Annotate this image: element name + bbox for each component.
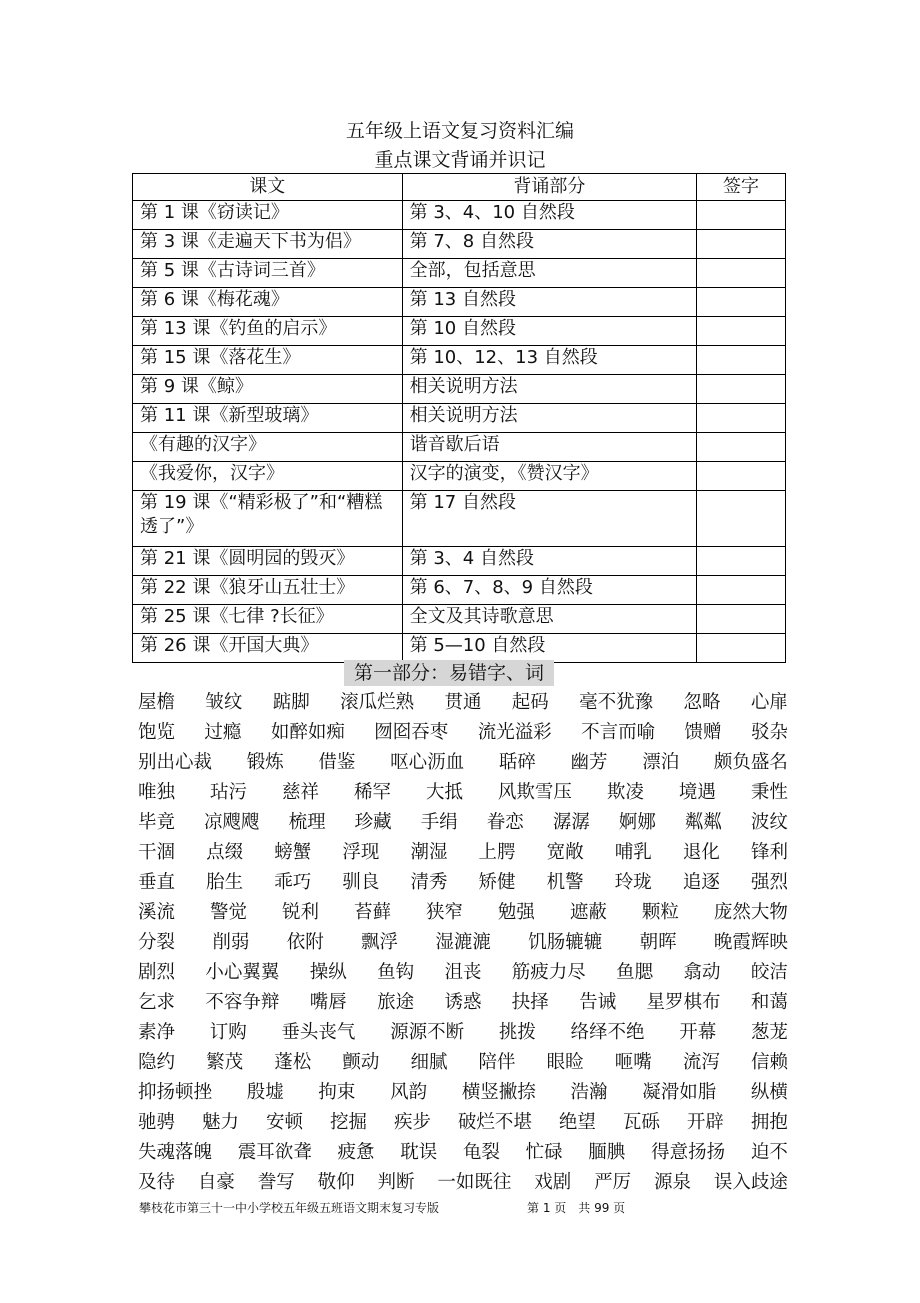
word-item: 誊写 <box>257 1172 295 1193</box>
signature-cell <box>697 605 786 634</box>
word-item: 络绎不绝 <box>570 1022 645 1043</box>
word-item: 饥肠辘辘 <box>528 932 603 953</box>
word-item: 玷污 <box>209 782 247 803</box>
word-item: 遮蔽 <box>569 902 607 923</box>
word-item: 锐利 <box>281 902 319 923</box>
word-item: 稀罕 <box>353 782 391 803</box>
word-item: 粼粼 <box>684 812 722 833</box>
lesson-cell: 第 6 课《梅花魂》 <box>133 288 403 317</box>
word-item: 秉性 <box>750 782 788 803</box>
word-item: 咂嘴 <box>614 1052 652 1073</box>
word-item: 横竖撇捺 <box>461 1082 536 1103</box>
word-item: 及待 <box>138 1172 176 1193</box>
word-line <box>138 1138 788 1168</box>
word-item: 殷墟 <box>246 1082 284 1103</box>
word-item: 龟裂 <box>462 1142 500 1163</box>
table-row <box>133 317 786 346</box>
word-item: 陪伴 <box>478 1052 516 1073</box>
word-line <box>138 958 788 988</box>
word-line <box>138 928 788 958</box>
recite-cell: 第 10 自然段 <box>402 317 696 346</box>
signature-cell <box>697 288 786 317</box>
word-item: 震耳欲聋 <box>237 1142 312 1163</box>
signature-cell <box>697 462 786 491</box>
word-item: 订购 <box>209 1022 247 1043</box>
word-item: 潺潺 <box>552 812 590 833</box>
recite-cell: 相关说明方法 <box>402 375 696 404</box>
signature-cell <box>697 317 786 346</box>
recite-cell: 第 6、7、8、9 自然段 <box>402 576 696 605</box>
word-item: 细腻 <box>410 1052 448 1073</box>
lesson-cell: 第 15 课《落花生》 <box>133 346 403 375</box>
word-item: 梳理 <box>288 812 326 833</box>
word-item: 抑扬顿挫 <box>138 1082 213 1103</box>
word-item: 迫不 <box>750 1142 788 1163</box>
signature-cell <box>697 547 786 576</box>
word-item: 流泻 <box>682 1052 720 1073</box>
signature-cell <box>697 404 786 433</box>
word-item: 开辟 <box>686 1112 724 1133</box>
word-item: 不言而喻 <box>581 722 656 743</box>
footer-page-number: 第 1 页 共 99 页 <box>527 1201 626 1215</box>
word-item: 抉择 <box>511 992 549 1013</box>
word-item: 忙碌 <box>525 1142 563 1163</box>
signature-cell <box>697 375 786 404</box>
table-row <box>133 404 786 433</box>
word-item: 追逐 <box>682 872 720 893</box>
word-item: 凝滑如脂 <box>642 1082 717 1103</box>
word-item: 狭窄 <box>425 902 463 923</box>
word-item: 皱纹 <box>205 692 243 713</box>
header-lesson: 课文 <box>133 174 403 201</box>
table-row <box>133 259 786 288</box>
table-row <box>133 547 786 576</box>
table-row <box>133 576 786 605</box>
word-item: 翕动 <box>683 962 721 983</box>
word-item: 和蔼 <box>750 992 788 1013</box>
lesson-cell: 第 3 课《走遍天下书为侣》 <box>133 230 403 259</box>
word-line <box>138 1018 788 1048</box>
word-item: 手绢 <box>420 812 458 833</box>
word-item: 拘束 <box>318 1082 356 1103</box>
word-item: 庞然大物 <box>713 902 788 923</box>
recite-cell: 全部，包括意思 <box>402 259 696 288</box>
word-item: 严厉 <box>594 1172 632 1193</box>
table-row <box>133 462 786 491</box>
word-item: 颤动 <box>342 1052 380 1073</box>
word-item: 依附 <box>286 932 324 953</box>
recite-cell: 第 10、12、13 自然段 <box>402 346 696 375</box>
word-item: 饱览 <box>138 722 176 743</box>
word-item: 警觉 <box>209 902 247 923</box>
word-item: 借鉴 <box>318 752 356 773</box>
word-item: 疾步 <box>393 1112 431 1133</box>
word-item: 风欺雪压 <box>497 782 572 803</box>
word-item: 哺乳 <box>614 842 652 863</box>
table-row <box>133 346 786 375</box>
word-item: 安顿 <box>265 1112 303 1133</box>
word-item: 螃蟹 <box>274 842 312 863</box>
table-header-row <box>133 174 786 201</box>
word-item: 诱惑 <box>444 992 482 1013</box>
recite-cell: 汉字的演变，《赞汉字》 <box>402 462 696 491</box>
word-item: 破烂不堪 <box>457 1112 532 1133</box>
word-line <box>138 1108 788 1138</box>
word-item: 绝望 <box>558 1112 596 1133</box>
word-item: 挑拨 <box>498 1022 536 1043</box>
word-item: 腼腆 <box>588 1142 626 1163</box>
word-item: 自豪 <box>197 1172 235 1193</box>
word-item: 纵横 <box>750 1082 788 1103</box>
recite-cell: 第 17 自然段 <box>402 491 696 547</box>
recitation-table <box>132 173 786 663</box>
lesson-cell: 第 22 课《狼牙山五壮士》 <box>133 576 403 605</box>
word-item: 信赖 <box>750 1052 788 1073</box>
word-item: 沮丧 <box>444 962 482 983</box>
word-item: 小心翼翼 <box>205 962 280 983</box>
word-item: 敬仰 <box>317 1172 355 1193</box>
recite-cell: 第 7、8 自然段 <box>402 230 696 259</box>
word-item: 得意扬扬 <box>651 1142 726 1163</box>
word-item: 眼睑 <box>546 1052 584 1073</box>
word-item: 源源不断 <box>390 1022 465 1043</box>
word-item: 乞求 <box>138 992 176 1013</box>
signature-cell <box>697 576 786 605</box>
word-line <box>138 838 788 868</box>
word-item: 分裂 <box>138 932 176 953</box>
word-item: 垂直 <box>138 872 176 893</box>
word-line <box>138 988 788 1018</box>
word-item: 告诫 <box>579 992 617 1013</box>
recite-cell: 第 3、4、10 自然段 <box>402 201 696 230</box>
section-heading: 第一部分：易错字、词 <box>344 660 554 686</box>
word-item: 嘴唇 <box>309 992 347 1013</box>
word-line <box>138 748 788 778</box>
word-item: 呕心沥血 <box>390 752 465 773</box>
word-item: 戏剧 <box>534 1172 572 1193</box>
word-item: 浩瀚 <box>570 1082 608 1103</box>
lesson-cell: 第 26 课《开国大典》 <box>133 634 403 663</box>
word-line <box>138 778 788 808</box>
word-item: 别出心裁 <box>138 752 213 773</box>
word-item: 境遇 <box>678 782 716 803</box>
word-item: 波纹 <box>750 812 788 833</box>
word-item: 皎洁 <box>750 962 788 983</box>
header-signature: 签字 <box>697 174 786 201</box>
word-item: 鱼钩 <box>377 962 415 983</box>
word-item: 点缀 <box>206 842 244 863</box>
word-item: 鱼腮 <box>616 962 654 983</box>
word-item: 退化 <box>682 842 720 863</box>
word-item: 星罗棋布 <box>646 992 721 1013</box>
lesson-cell: 第 9 课《鲸》 <box>133 375 403 404</box>
word-item: 潮湿 <box>410 842 448 863</box>
word-item: 开幕 <box>679 1022 717 1043</box>
word-item: 心扉 <box>750 692 788 713</box>
word-item: 操纵 <box>309 962 347 983</box>
word-item: 苔藓 <box>353 902 391 923</box>
word-item: 上腭 <box>478 842 516 863</box>
signature-cell <box>697 634 786 663</box>
word-item: 葱茏 <box>750 1022 788 1043</box>
word-item: 锻炼 <box>246 752 284 773</box>
word-item: 繁茂 <box>206 1052 244 1073</box>
word-item: 珍藏 <box>354 812 392 833</box>
header-recite-part: 背诵部分 <box>402 174 696 201</box>
table-row <box>133 201 786 230</box>
table-row <box>133 605 786 634</box>
lesson-cell: 第 5 课《古诗词三首》 <box>133 259 403 288</box>
word-item: 误入歧途 <box>713 1172 788 1193</box>
word-item: 馈赠 <box>684 722 722 743</box>
word-item: 忽略 <box>683 692 721 713</box>
word-item: 疲惫 <box>337 1142 375 1163</box>
recite-cell: 全文及其诗歌意思 <box>402 605 696 634</box>
word-item: 如醉如痴 <box>270 722 345 743</box>
word-item: 判断 <box>377 1172 415 1193</box>
word-item: 蓬松 <box>274 1052 312 1073</box>
word-line <box>138 718 788 748</box>
word-item: 贯通 <box>444 692 482 713</box>
lesson-cell: 第 19 课《“精彩极了”和“糟糕透了”》 <box>133 491 403 547</box>
table-row <box>133 433 786 462</box>
word-item: 驳杂 <box>750 722 788 743</box>
word-item: 驰骋 <box>138 1112 176 1133</box>
word-line <box>138 688 788 718</box>
document-subtitle: 重点课文背诵并识记 <box>374 149 546 171</box>
word-item: 大抵 <box>425 782 463 803</box>
lesson-cell: 第 11 课《新型玻璃》 <box>133 404 403 433</box>
word-item: 慈祥 <box>281 782 319 803</box>
word-item: 婀娜 <box>618 812 656 833</box>
word-item: 魅力 <box>201 1112 239 1133</box>
word-item: 湿漉漉 <box>435 932 491 953</box>
word-item: 剧烈 <box>138 962 176 983</box>
word-item: 拥抱 <box>750 1112 788 1133</box>
signature-cell <box>697 491 786 547</box>
word-item: 晚霞辉映 <box>713 932 788 953</box>
word-item: 胎生 <box>206 872 244 893</box>
word-item: 滚瓜烂熟 <box>340 692 415 713</box>
word-item: 矫健 <box>478 872 516 893</box>
word-item: 朝晖 <box>639 932 677 953</box>
word-item: 踮脚 <box>272 692 310 713</box>
table-row <box>133 230 786 259</box>
recite-cell: 第 3、4 自然段 <box>402 547 696 576</box>
word-item: 浮现 <box>342 842 380 863</box>
word-line <box>138 868 788 898</box>
recite-cell: 第 5—10 自然段 <box>402 634 696 663</box>
word-item: 毕竟 <box>138 812 176 833</box>
word-item: 聒碎 <box>498 752 536 773</box>
word-line <box>138 898 788 928</box>
word-item: 不容争辩 <box>205 992 280 1013</box>
recite-cell: 谐音歇后语 <box>402 433 696 462</box>
table-row <box>133 634 786 663</box>
signature-cell <box>697 433 786 462</box>
word-item: 削弱 <box>212 932 250 953</box>
word-item: 乖巧 <box>274 872 312 893</box>
word-line <box>138 1078 788 1108</box>
word-item: 勉强 <box>497 902 535 923</box>
word-item: 漂泊 <box>642 752 680 773</box>
table-row <box>133 288 786 317</box>
word-item: 颗粒 <box>641 902 679 923</box>
footer-school: 攀枝花市第三十一中小学校五年级五班语文期末复习专版 <box>139 1201 440 1215</box>
word-item: 强烈 <box>750 872 788 893</box>
word-item: 唯独 <box>138 782 176 803</box>
word-item: 飘浮 <box>361 932 399 953</box>
signature-cell <box>697 346 786 375</box>
lesson-cell: 《有趣的汉字》 <box>133 433 403 462</box>
word-item: 干涸 <box>138 842 176 863</box>
recite-cell: 第 13 自然段 <box>402 288 696 317</box>
lesson-cell: 第 21 课《圆明园的毁灭》 <box>133 547 403 576</box>
word-item: 机警 <box>546 872 584 893</box>
table-row <box>133 491 786 547</box>
word-item: 过瘾 <box>204 722 242 743</box>
lesson-cell: 第 13 课《钓鱼的启示》 <box>133 317 403 346</box>
document-title: 五年级上语文复习资料汇编 <box>345 120 574 142</box>
word-list <box>138 688 788 1198</box>
word-item: 风韵 <box>390 1082 428 1103</box>
table-row <box>133 375 786 404</box>
word-item: 欺凌 <box>606 782 644 803</box>
word-item: 流光溢彩 <box>477 722 552 743</box>
word-item: 眷恋 <box>486 812 524 833</box>
word-line <box>138 1168 788 1198</box>
word-item: 溪流 <box>138 902 176 923</box>
word-item: 源泉 <box>654 1172 692 1193</box>
signature-cell <box>697 230 786 259</box>
recite-cell: 相关说明方法 <box>402 404 696 433</box>
word-item: 瓦砾 <box>622 1112 660 1133</box>
lesson-cell: 第 25 课《七律 ?长征》 <box>133 605 403 634</box>
word-item: 屋檐 <box>138 692 176 713</box>
word-item: 失魂落魄 <box>138 1142 213 1163</box>
word-item: 颇负盛名 <box>713 752 788 773</box>
lesson-cell: 第 1 课《窃读记》 <box>133 201 403 230</box>
word-item: 筋疲力尽 <box>511 962 586 983</box>
word-item: 挖掘 <box>329 1112 367 1133</box>
word-item: 毫不犹豫 <box>579 692 654 713</box>
word-item: 驯良 <box>342 872 380 893</box>
signature-cell <box>697 201 786 230</box>
word-item: 凉飕飕 <box>204 812 260 833</box>
word-line <box>138 808 788 838</box>
word-item: 隐约 <box>138 1052 176 1073</box>
word-item: 垂头丧气 <box>281 1022 356 1043</box>
word-item: 清秀 <box>410 872 448 893</box>
word-item: 素净 <box>138 1022 176 1043</box>
word-item: 宽敞 <box>546 842 584 863</box>
lesson-cell: 《我爱你，汉字》 <box>133 462 403 491</box>
word-item: 囫囵吞枣 <box>374 722 449 743</box>
word-item: 玲珑 <box>614 872 652 893</box>
word-item: 一如既往 <box>437 1172 512 1193</box>
word-item: 起码 <box>511 692 549 713</box>
word-item: 耽误 <box>400 1142 438 1163</box>
word-line <box>138 1048 788 1078</box>
signature-cell <box>697 259 786 288</box>
word-item: 锋利 <box>750 842 788 863</box>
word-item: 旅途 <box>377 992 415 1013</box>
word-item: 幽芳 <box>570 752 608 773</box>
